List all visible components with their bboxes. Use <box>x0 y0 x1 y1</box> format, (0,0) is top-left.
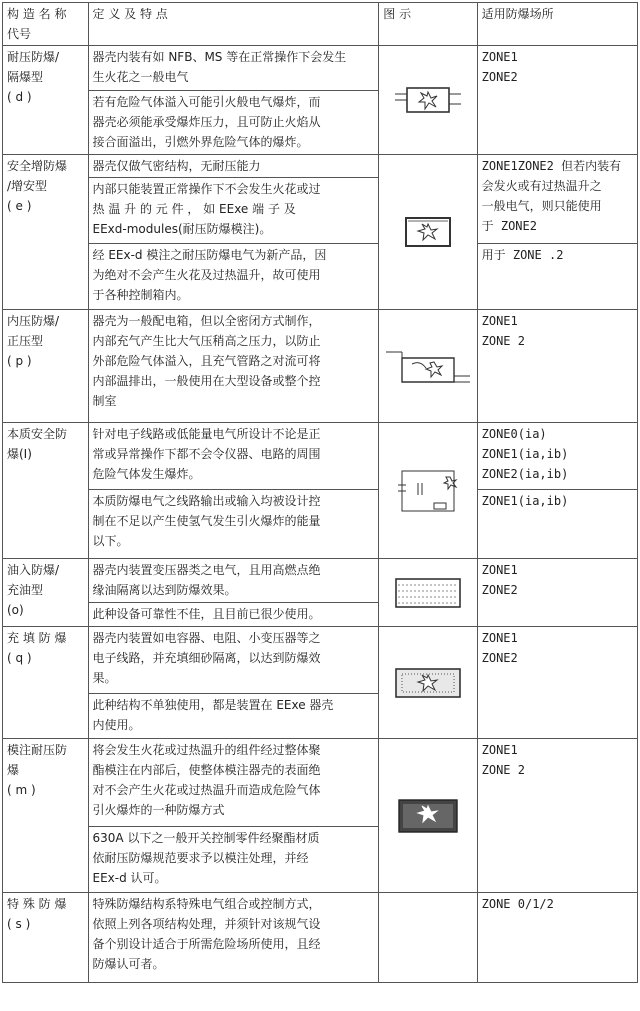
intrinsic-safety-circuit-icon <box>379 423 477 559</box>
zone-line: ZONE1 <box>481 50 518 64</box>
type-name-line: 耐压防爆/ <box>7 50 60 64</box>
zone-cell <box>477 46 637 155</box>
header-definition: 定 义 及 特 点 <box>88 3 379 46</box>
zone-line: ZONE1 <box>481 631 518 645</box>
explosion-proof-table <box>2 2 638 983</box>
definition-line: 电子线路，并充填细砂隔离，以达到防爆效 <box>92 651 321 665</box>
definition-line: 此种结构不单独使用，都是装置在 EExe 器壳 <box>92 698 334 712</box>
zone-line: ZONE2 <box>481 70 518 84</box>
zone-line: 于 ZONE2 <box>481 219 537 233</box>
zone-cell <box>477 310 637 423</box>
type-name-line: 特 殊 防 爆 <box>7 897 67 911</box>
type-name-line: ( q ) <box>7 651 32 665</box>
definition-line: 器壳内装置变压器类之电气，且用高燃点绝 <box>92 563 321 577</box>
zone-line: ZONE2(ia,ib) <box>481 467 569 481</box>
definition-cell <box>88 91 379 155</box>
table-row <box>3 893 638 983</box>
definition-line: 器壳内装置如电容器、电阻、小变压器等之 <box>92 631 321 645</box>
zone-cell <box>477 627 637 739</box>
definition-cell <box>88 310 379 423</box>
zone-line: ZONE1 <box>481 743 518 757</box>
definition-cell <box>88 46 379 91</box>
definition-line: 内部温排出，一般使用在大型设备或整个控 <box>92 374 321 388</box>
definition-line: 缘油隔离以达到防爆效果。 <box>92 583 237 597</box>
type-name-line: ( m ) <box>7 783 36 797</box>
definition-cell <box>88 559 379 603</box>
definition-line: 接合面溢出，引燃外界危险气体的爆炸。 <box>92 135 309 149</box>
type-name-line: 充 填 防 爆 <box>7 631 67 645</box>
definition-line: 器壳仅做气密结构，无耐压能力 <box>92 159 261 173</box>
definition-line: 引火爆炸的一种防爆方式 <box>92 803 225 817</box>
type-name-line: 正压型 <box>7 334 44 348</box>
definition-line: 若有危险气体溢入可能引火般电气爆炸，而 <box>92 95 321 109</box>
header-zone: 适用防爆场所 <box>477 3 637 46</box>
definition-line: 热 温 升 的 元 件 ， 如 EExe 端 子 及 <box>92 202 296 216</box>
zone-line: ZONE 2 <box>481 763 525 777</box>
table-row <box>3 310 638 423</box>
definition-line: 依耐压防爆规范要求予以模注处理，并经 <box>92 851 309 865</box>
definition-line: 备个别设计适合于所需危险场所使用，且经 <box>92 937 321 951</box>
zone-line: ZONE1 <box>481 563 518 577</box>
definition-cell <box>88 423 379 490</box>
zone-line: ZONE 2 <box>481 334 525 348</box>
type-name-cell <box>3 893 89 983</box>
type-name-line: /增安型 <box>7 179 48 193</box>
zone-cell <box>477 739 637 893</box>
definition-line: 将会发生火花或过热温升的组件经过整体聚 <box>92 743 321 757</box>
definition-line: 630A 以下之一般开关控制零件经聚酯材质 <box>92 831 320 845</box>
definition-cell <box>88 694 379 739</box>
zone-cell <box>477 893 637 983</box>
definition-line: 对不会产生火花或过热温升而造成危险气体 <box>92 783 321 797</box>
type-name-cell <box>3 423 89 559</box>
zone-line: 会发火或有过热温升之 <box>481 179 602 193</box>
zone-line: ZONE2 <box>481 583 518 597</box>
header-name <box>3 3 89 46</box>
zone-line: ZONE2 <box>481 651 518 665</box>
header-figure: 图 示 <box>379 3 477 46</box>
type-name-line: 爆 <box>7 763 20 777</box>
zone-line: ZONE1 <box>481 314 518 328</box>
definition-cell <box>88 490 379 559</box>
definition-line: 经 EEx-d 模注之耐压防爆电气为新产品，因 <box>92 248 327 262</box>
oil-immersion-diagram-icon <box>379 559 477 627</box>
table-row <box>3 46 638 91</box>
definition-line: 器壳内装有如 NFB、MS 等在正常操作下会发生 <box>92 50 347 64</box>
definition-line: 危险气体发生爆炸。 <box>92 467 201 481</box>
pressurized-diagram-icon <box>379 310 477 423</box>
definition-line: 于各种控制箱内。 <box>92 288 189 302</box>
zone-cell <box>477 155 637 244</box>
type-name-line: 本质安全防 <box>7 427 68 441</box>
type-name-line: ( s ) <box>7 917 31 931</box>
definition-cell <box>88 244 379 310</box>
powder-filling-diagram-icon <box>379 627 477 739</box>
type-name-cell <box>3 310 89 423</box>
type-name-line: ( d ) <box>7 90 32 104</box>
definition-cell <box>88 603 379 627</box>
type-name-line: 内压防爆/ <box>7 314 60 328</box>
type-name-line: (o) <box>7 603 24 617</box>
zone-cell <box>477 244 637 310</box>
definition-line: 特殊防爆结构系特殊电气组合或控制方式， <box>92 897 321 911</box>
type-name-line: 模注耐压防 <box>7 743 68 757</box>
definition-line: 为绝对不会产生火花及过热温升，故可使用 <box>92 268 321 282</box>
encapsulation-diagram-icon <box>379 739 477 893</box>
definition-line: 此种设备可靠性不佳，且目前已很少使用。 <box>92 607 321 621</box>
table-row <box>3 244 638 310</box>
table-row <box>3 559 638 603</box>
increased-safety-diagram-icon <box>379 155 477 310</box>
type-name-cell <box>3 559 89 627</box>
definition-cell <box>88 739 379 827</box>
zone-line: ZONE1(ia,ib) <box>481 447 569 461</box>
definition-line: EEx-d 认可。 <box>92 871 167 885</box>
type-name-line: ( e ) <box>7 199 32 213</box>
definition-line: 器壳必须能承受爆炸压力，且可防止火焰从 <box>92 115 321 129</box>
definition-line: 酯模注在内部后，使整体模注器壳的表面绝 <box>92 763 321 777</box>
figure-cell-empty <box>379 893 477 983</box>
table-row <box>3 490 638 559</box>
definition-line: 内使用。 <box>92 718 141 732</box>
table-row <box>3 739 638 827</box>
type-name-cell <box>3 46 89 155</box>
definition-line: 外部危险气体溢入，且充气管路之对流可将 <box>92 354 321 368</box>
definition-line: EExd-modules(耐压防爆模注)。 <box>92 222 272 236</box>
zone-line: 一般电气，则只能使用 <box>481 199 602 213</box>
definition-line: 内部充气产生比大气压稍高之压力，以防止 <box>92 334 321 348</box>
table-header-row <box>3 3 638 46</box>
definition-line: 制在不足以产生使氢气发生引火爆炸的能量 <box>92 514 321 528</box>
zone-line: 用于 ZONE .2 <box>481 248 564 262</box>
definition-line: 器壳为一般配电箱，但以全密闭方式制作， <box>92 314 321 328</box>
zone-line: ZONE0(ia) <box>481 427 547 441</box>
definition-cell <box>88 178 379 244</box>
header-name-line: 代号 <box>7 27 32 41</box>
type-name-cell <box>3 627 89 739</box>
type-name-line: ( p ) <box>7 354 32 368</box>
zone-line: ZONE 0/1/2 <box>481 897 554 911</box>
type-name-line: 隔爆型 <box>7 70 44 84</box>
table-row <box>3 627 638 694</box>
table-row <box>3 423 638 490</box>
definition-cell <box>88 893 379 983</box>
zone-line: ZONE1(ia,ib) <box>481 494 569 508</box>
definition-cell <box>88 627 379 694</box>
definition-line: 本质防爆电气之线路输出或输入均被设计控 <box>92 494 321 508</box>
type-name-cell <box>3 155 89 310</box>
zone-cell <box>477 490 637 559</box>
definition-line: 针对电子线路或低能量电气所设计不论是正 <box>92 427 321 441</box>
definition-line: 果。 <box>92 671 117 685</box>
definition-line: 依照上列各项结构处理，并须针对该规气设 <box>92 917 321 931</box>
definition-cell <box>88 827 379 893</box>
type-name-line: 油入防爆/ <box>7 563 60 577</box>
zone-line: ZONE1ZONE2 但若内装有 <box>481 159 622 173</box>
type-name-line: 安全增防爆 <box>7 159 68 173</box>
definition-line: 以下。 <box>92 534 129 548</box>
type-name-line: 充油型 <box>7 583 44 597</box>
definition-line: 制室 <box>92 394 117 408</box>
table-row <box>3 155 638 178</box>
zone-cell <box>477 559 637 627</box>
zone-cell <box>477 423 637 490</box>
definition-line: 生火花之一般电气 <box>92 70 189 84</box>
flameproof-diagram-icon <box>379 46 477 155</box>
definition-line: 防爆认可者。 <box>92 957 165 971</box>
header-name-line: 构 造 名 称 <box>7 7 67 21</box>
type-name-line: 爆(I) <box>7 447 32 461</box>
definition-cell <box>88 155 379 178</box>
type-name-cell <box>3 739 89 893</box>
definition-line: 内部只能装置正常操作下不会发生火花或过 <box>92 182 321 196</box>
definition-line: 常或异常操作下都不会令仪器、电路的周围 <box>92 447 321 461</box>
